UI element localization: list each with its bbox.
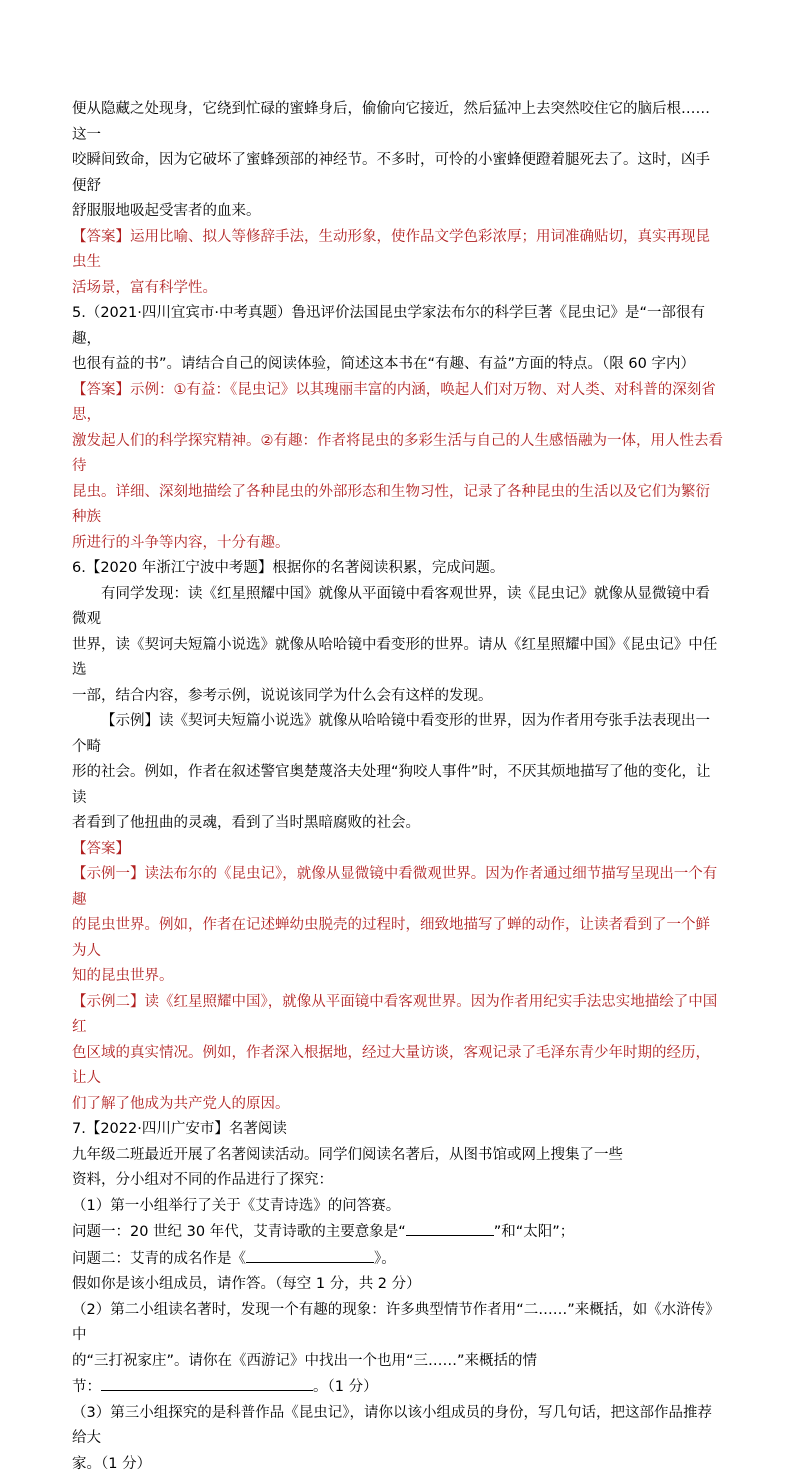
- question-7-line: 7.【2022·四川广安市】名著阅读: [72, 1117, 724, 1143]
- question-7-line: [72, 1219, 724, 1246]
- question-6-line: 一部，结合内容，参考示例，说说该同学为什么会有这样的发现。: [72, 684, 724, 710]
- answer-line: 活场景，富有科学性。: [72, 276, 724, 302]
- answer-line: 所进行的斗争等内容，十分有趣。: [72, 531, 724, 557]
- question-7-line: [72, 1246, 724, 1273]
- text-span: 》。: [374, 1251, 396, 1267]
- question-7-line: [72, 1374, 724, 1401]
- document-content: [72, 97, 724, 1477]
- question-6-line: 有同学发现：读《红星照耀中国》就像从平面镜中看客观世界，读《昆虫记》就像从显微镜中看微观: [72, 582, 724, 633]
- answer-line: 的昆虫世界。例如，作者在记述蝉幼虫脱壳的过程时，细致地描写了蝉的动作，让读者看到了一个鲜为人: [72, 913, 724, 964]
- question-7-line: （3）第三小组探究的是科普作品《昆虫记》，请你以该小组成员的身份，写几句话，把这部作品推荐给大: [72, 1401, 724, 1452]
- example-line: 【示例】读《契诃夫短篇小说选》就像从哈哈镜中看变形的世界，因为作者用夸张手法表现出一个畸: [72, 709, 724, 760]
- question-5-line: 5.（2021·四川宜宾市·中考真题）鲁迅评价法国昆虫学家法布尔的科学巨著《昆虫记》是“一部很有趣，: [72, 301, 724, 352]
- answer-line: 昆虫。详细、深刻地描绘了各种昆虫的外部形态和生物习性，记录了各种昆虫的生活以及它们为繁衍种族: [72, 480, 724, 531]
- text-line: 舒服服地吸起受害者的血来。: [72, 199, 724, 225]
- question-7-line: 资料，分小组对不同的作品进行了探究：: [72, 1168, 724, 1194]
- question-7-line: 假如你是该小组成员，请作答。（每空 1 分，共 2 分）: [72, 1272, 724, 1298]
- answer-blank[interactable]: [101, 1374, 313, 1391]
- answer-line: 色区域的真实情况。例如，作者深入根据地，经过大量访谈，客观记录了毛泽东青少年时期的经历，让人: [72, 1041, 724, 1092]
- answer-line: 【答案】示例：①有益：《昆虫记》以其瑰丽丰富的内涵，唤起人们对万物、对人类、对科普的深刻省思，: [72, 378, 724, 429]
- text-span: ”和“太阳”；: [494, 1224, 575, 1240]
- answer-label: 【答案】: [72, 837, 724, 863]
- question-7-line: 家。（1 分）: [72, 1452, 724, 1477]
- question-6-line: 6.【2020 年浙江宁波中考题】根据你的名著阅读积累，完成问题。: [72, 556, 724, 582]
- text-line: 便从隐藏之处现身，它绕到忙碌的蜜蜂身后，偷偷向它接近，然后猛冲上去突然咬住它的脑后根……这一: [72, 97, 724, 148]
- example-line: 者看到了他扭曲的灵魂，看到了当时黑暗腐败的社会。: [72, 811, 724, 837]
- question-5-line: 也很有益的书”。请结合自己的阅读体验，简述这本书在“有趣、有益”方面的特点。（限 60 字内）: [72, 352, 724, 378]
- answer-line: 【示例二】读《红星照耀中国》，就像从平面镜中看客观世界。因为作者用纪实手法忠实地描绘了中国红: [72, 990, 724, 1041]
- question-7-line: （2）第二小组读名著时，发现一个有趣的现象：许多典型情节作者用“二……”来概括，如《水浒传》中: [72, 1298, 724, 1349]
- answer-line: 【答案】运用比喻、拟人等修辞手法，生动形象，使作品文学色彩浓厚；用词准确贴切，真实再现昆虫生: [72, 225, 724, 276]
- text-span: 节：: [72, 1379, 101, 1395]
- text-span: 问题一：20 世纪 30 年代，艾青诗歌的主要意象是“: [72, 1224, 406, 1240]
- example-line: 形的社会。例如，作者在叙述警官奥楚蔑洛夫处理“狗咬人事件”时，不厌其烦地描写了他的变化，让读: [72, 760, 724, 811]
- answer-line: 们了解了他成为共产党人的原因。: [72, 1092, 724, 1118]
- answer-line: 【示例一】读法布尔的《昆虫记》，就像从显微镜中看微观世界。因为作者通过细节描写呈现出一个有趣: [72, 862, 724, 913]
- question-7-line: 九年级二班最近开展了名著阅读活动。同学们阅读名著后，从图书馆或网上搜集了一些: [72, 1143, 724, 1169]
- answer-blank[interactable]: [406, 1219, 494, 1236]
- answer-line: 知的昆虫世界。: [72, 964, 724, 990]
- answer-line: 激发起人们的科学探究精神。②有趣：作者将昆虫的多彩生活与自己的人生感悟融为一体，用人性去看待: [72, 429, 724, 480]
- question-7-line: （1）第一小组举行了关于《艾青诗选》的问答赛。: [72, 1194, 724, 1220]
- text-span: 。（1 分）: [313, 1379, 378, 1395]
- text-line: 咬瞬间致命，因为它破坏了蜜蜂颈部的神经节。不多时，可怜的小蜜蜂便蹬着腿死去了。这时，凶手便舒: [72, 148, 724, 199]
- question-6-line: 世界，读《契诃夫短篇小说选》就像从哈哈镜中看变形的世界。请从《红星照耀中国》《昆虫记》中任选: [72, 633, 724, 684]
- text-span: 问题二：艾青的成名作是《: [72, 1251, 246, 1267]
- question-7-line: 的“三打祝家庄”。请你在《西游记》中找出一个也用“三……”来概括的情: [72, 1349, 724, 1375]
- answer-blank[interactable]: [246, 1246, 374, 1263]
